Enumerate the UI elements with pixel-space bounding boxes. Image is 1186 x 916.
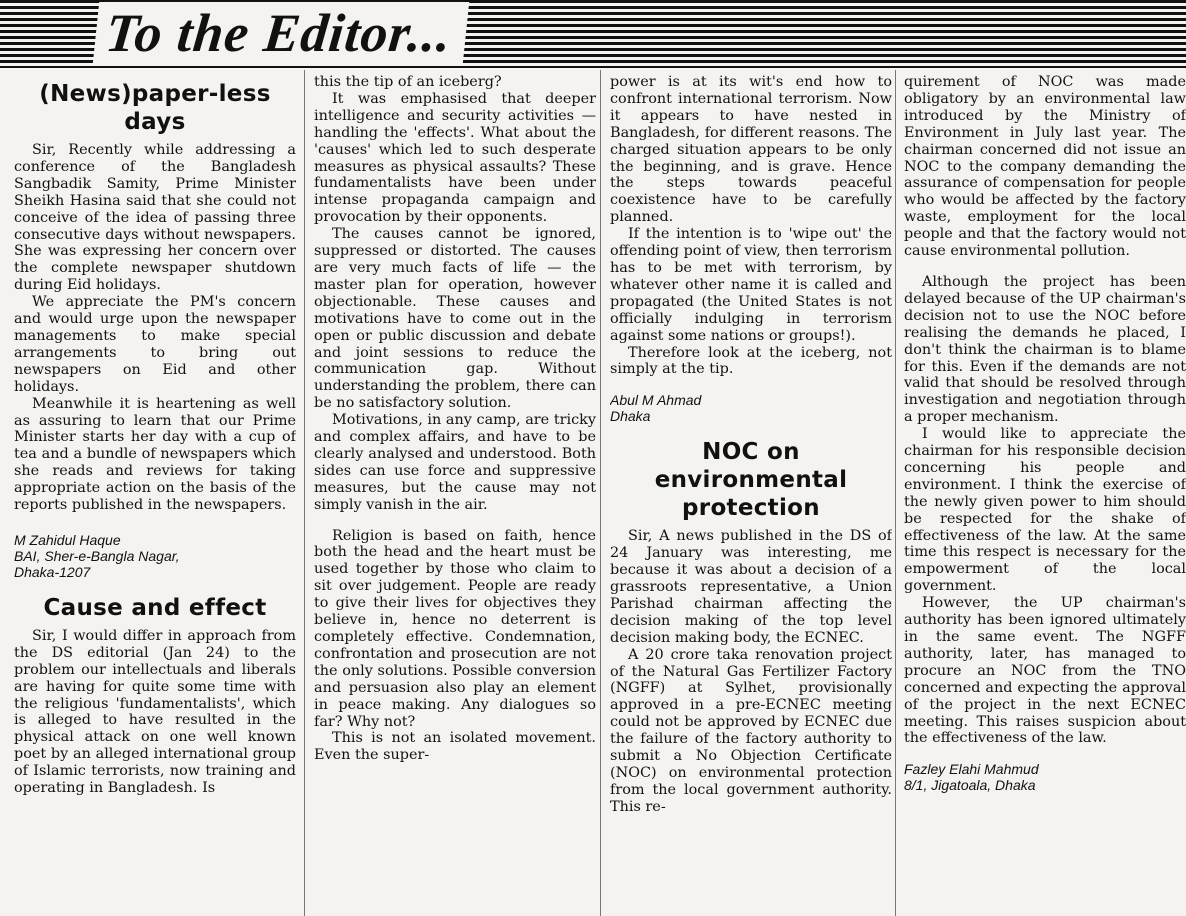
column-1 (14, 74, 296, 916)
headline-line: environmental (654, 467, 848, 494)
letter-paragraph: We appreciate the PM's concern and would urge upon the newspaper managements to make special arrangements to bring out newspapers on Eid and other holidays. (14, 294, 296, 395)
signature-name: Abul M Ahmad (610, 392, 702, 409)
letter-paragraph: This is not an isolated movement. Even the super- (314, 730, 596, 764)
letter-paragraph: Meanwhile it is heartening as well as assuring to learn that our Prime Minister starts her day with a cup of tea and a bundle of newspapers which she reads and reviews for taking appropriate action on the basis of the reports published in the newspapers. (14, 395, 296, 514)
column-rule (304, 70, 305, 916)
letter-paragraph: Although the project has been delayed because of the UP chairman's decision not to use the NOC before realising the demands he placed, I don't think the chairman is to blame for this. Even if the demands are not valid that should be resolved through investigation and negotiation through a proper mechanism. (904, 273, 1186, 426)
headline-line: (News)paper-less (39, 81, 271, 107)
letter-paragraph: I would like to appreciate the chairman for his responsible decision concerning his people and environment. I think the exercise of the newly given power to him should be respected for the shake of effectiveness of the law. At the same time this respect is necessary for the empowerment of the local government. (904, 426, 1186, 595)
column-2 (314, 74, 596, 916)
letter-paragraph: However, the UP chairman's authority has been ignored ultimately in the same event. The NGFF authority, later, has managed to procure an NOC from the TNO concerned and expecting the approval of the project in the next ECNEC meeting. This raises suspicion about the effectiveness of the law. (904, 595, 1186, 747)
signature-address: Dhaka (610, 408, 651, 425)
letter-paragraph-continued: power is at its wit's end how to confront international terrorism. Now it appears to have nested in Bangladesh, for different reasons. The charged situation appears to be only the beginning, and is grave. Hence the steps towards peaceful coexistence have to be carefully planned. (610, 74, 892, 226)
letter-paragraph: Religion is based on faith, hence both the head and the heart must be used together by those who claim to sit over judgement. People are ready to give their lives for objectives they believe in, hence no deterrent is completely effective. Condemnation, confrontation and prosecution are not the only solutions. Possible conversion and persuasion also play an element in peace making. Any dialogues so far? Why not? (314, 527, 596, 730)
signature-address: 8/1, Jigatoala, Dhaka (904, 777, 1036, 794)
signature-address: Dhaka-1207 (14, 563, 91, 580)
letter-paragraph: Sir, Recently while addressing a conference of the Bangladesh Sangbadik Samity, Prime Minister Sheikh Hasina said that she could not conceive of the idea of passing three consecutive days without newspapers. She was expressing her concern over the complete newspaper shutdown during Eid holidays. (14, 142, 296, 294)
headline-noc (610, 438, 892, 522)
column-4 (904, 74, 1186, 916)
masthead (0, 0, 1186, 68)
signature-name: Fazley Elahi Mahmud (904, 761, 1039, 778)
letter-paragraph: Motivations, in any camp, are tricky and complex affairs, and have to be clearly analysed and understood. Both sides can use force and suppressive measures, but the cause may not simply vanish in the air. (314, 412, 596, 513)
letter-paragraph-continued: quirement of NOC was made obligatory by an environmental law introduced by the Ministry of Environment in July last year. The chairman concerned did not issue an NOC to the company demanding the assurance of compensation for people who would be affected by the factory waste, employment for the local people and that the factory would not cause environmental pollution. (904, 74, 1186, 260)
signature-address: BAI, Sher-e-Bangla Nagar, (14, 547, 180, 564)
letter-paragraph: If the intention is to 'wipe out' the offending point of view, then terrorism has to be met with terrorism, by whatever other name it is called and propagated (the United States is not officially indulging in terrorism against some nations or groups!). (610, 226, 892, 344)
letter-paragraph: Sir, I would differ in approach from the DS editorial (Jan 24) to the problem our intellectuals and liberals are having for quite some time with the religious 'fundamentalists', which is alleged to have resulted in the physical attack on one well known poet by an alleged international group of Islamic terrorists, now training and operating in Bangladesh. Is (14, 627, 296, 797)
column-rule (895, 70, 896, 916)
letter-paragraph: Therefore look at the iceberg, not simply at the tip. (610, 344, 892, 378)
masthead-title: To the Editor... (93, 2, 469, 64)
column-rule (600, 70, 601, 916)
headline-cause: Cause and effect (43, 594, 267, 621)
column-3 (610, 74, 892, 916)
letter-paragraph: Sir, A news published in the DS of 24 January was interesting, me because it was about a decision of a grassroots representative, a Union Parishad chairman affecting the decision making of the top level decision making body, the ECNEC. (610, 528, 892, 646)
letter-paragraph-continued: this the tip of an iceberg? (314, 74, 502, 90)
headline-newspaper (14, 80, 296, 136)
letter-paragraph: The causes cannot be ignored, suppressed or distorted. The causes are very much facts of life — the master plan for operation, however objectionable. These causes and motivations have to come out in the open or public discussion and debate and joint sessions to reduce the communication gap. Without understanding the problem, there can be no satisfactory solution. (314, 226, 596, 412)
signature-name: M Zahidul Haque (14, 531, 121, 548)
headline-line: NOC on (702, 439, 800, 466)
letter-paragraph: It was emphasised that deeper intelligence and security activities — handling the 'effects'. What about the 'causes' which led to such desperate measures as physical assaults? These fundamentalists have been under intense propaganda campaign and provocation by their opponents. (314, 90, 596, 226)
headline-line: days (124, 109, 186, 135)
headline-line: protection (682, 495, 820, 522)
letter-paragraph: A 20 crore taka renovation project of the Natural Gas Fertilizer Factory (NGFF) at Sylhet, provisionally approved in a pre-ECNEC meeting could not be approved by ECNEC due the failure of the factory authority to submit a No Objection Certificate (NOC) on environmental protection from the local government authority. This re- (610, 646, 892, 815)
